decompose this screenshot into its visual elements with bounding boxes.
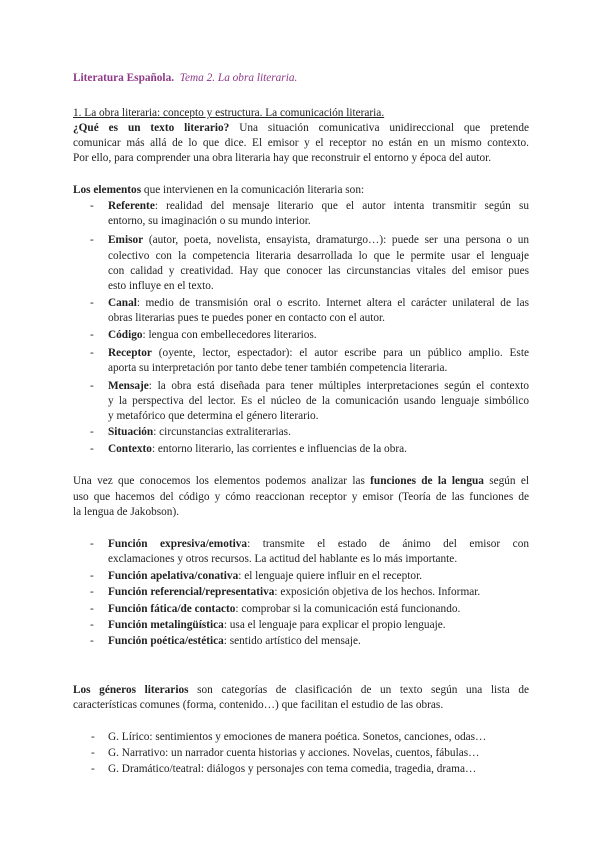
list-item: Mensaje: la obra está diseñada para tener múltiples interpretaciones según el contexto: [108, 380, 529, 392]
paragraph-line: Los géneros literarios son categorías de clasificación de un texto según una lista de: [73, 684, 529, 696]
list-item-cont: esto influye en el texto.: [108, 280, 214, 292]
list-item-cont: aporta su interpretación por tanto debe tener también competencia literaria.: [108, 362, 448, 374]
list-item: Referente: realidad del mensaje literario que el autor intenta transmitir según su: [108, 200, 529, 212]
bullet-dash: -: [91, 763, 95, 775]
bullet-dash: -: [90, 234, 94, 246]
bullet-dash: -: [90, 570, 94, 582]
question-text: ¿Qué es un texto literario?: [73, 122, 230, 134]
bullet-dash: -: [91, 747, 95, 759]
bullet-dash: -: [90, 426, 94, 438]
bullet-dash: -: [90, 635, 94, 647]
list-item: Función apelativa/conativa: el lenguaje quiere influir en el receptor.: [108, 570, 423, 582]
bullet-dash: -: [90, 380, 94, 392]
list-item-cont: colectivo con la competencia literaria desarrollada lo que le permite usar el lenguaje: [108, 250, 529, 262]
list-item: Canal: medio de transmisión oral o escrito. Internet altera el carácter unilateral de las: [108, 297, 529, 309]
list-item: Situación: circunstancias extraliterarias.: [108, 426, 291, 438]
list-item: Función expresiva/emotiva: transmite el estado de ánimo del emisor con: [108, 538, 529, 550]
bullet-dash: -: [90, 347, 94, 359]
list-item: Receptor (oyente, lector, espectador): el autor escribe para un público amplio. Este: [108, 347, 529, 359]
bullet-dash: -: [90, 297, 94, 309]
list-item: Función poética/estética: sentido artístico del mensaje.: [108, 635, 361, 647]
paragraph-line: ¿Qué es un texto literario? Una situación comunicativa unidireccional que pretende: [73, 122, 529, 134]
list-item: Función referencial/representativa: exposición objetiva de los hechos. Informar.: [108, 586, 481, 598]
list-item: Código: lengua con embellecedores literarios.: [108, 329, 317, 341]
bullet-dash: -: [90, 443, 94, 455]
list-item-cont: con calidad y creatividad. Hay que conocer las circunstancias vitales del emisor pues: [108, 265, 529, 277]
list-item: Emisor (autor, poeta, novelista, ensayista, dramaturgo…): puede ser una persona o un: [108, 234, 529, 246]
document-title: Literatura Española.: [73, 72, 175, 84]
bullet-dash: -: [91, 731, 95, 743]
list-item-cont: y metafórico que determina el género literario.: [108, 410, 319, 422]
section-heading-text: 1. La obra literaria: concepto y estructura. La comunicación literaria.: [73, 107, 385, 119]
list-item: G. Lírico: sentimientos y emociones de manera poética. Sonetos, canciones, odas…: [108, 731, 487, 743]
paragraph-line: comunicar más allá de lo que dice. El emisor y el receptor no están en un mismo contexto.: [73, 137, 529, 149]
elementos-intro: Los elementos que intervienen en la comunicación literaria son:: [73, 184, 365, 196]
paragraph-line: Una vez que conocemos los elementos podemos analizar las funciones de la lengua según el: [73, 475, 529, 487]
bullet-dash: -: [90, 603, 94, 615]
list-item: Función metalingüística: usa el lenguaje para explicar el propio lenguaje.: [108, 619, 446, 631]
bullet-dash: -: [90, 586, 94, 598]
list-item-cont: obras literarias pues te puedes poner en contacto con el autor.: [108, 312, 385, 324]
bullet-dash: -: [90, 538, 94, 550]
list-item-cont: exclamaciones y otros recursos. La actitud del hablante es lo más importante.: [108, 553, 458, 565]
list-item: G. Narrativo: un narrador cuenta historias y acciones. Novelas, cuentos, fábulas…: [108, 747, 480, 759]
bullet-dash: -: [90, 619, 94, 631]
document-header: [73, 71, 529, 86]
paragraph-line: la lengua de Jakobson).: [73, 506, 180, 518]
document-subtitle: Tema 2. La obra literaria.: [179, 72, 298, 84]
paragraph-line: uso que hacemos del código y cómo reaccionan receptor y emisor (Teoría de las funciones de: [73, 491, 529, 503]
bullet-dash: -: [90, 200, 94, 212]
paragraph-line: características comunes (forma, contenido…) que facilitan el estudio de las obras.: [73, 699, 444, 711]
bullet-dash: -: [90, 329, 94, 341]
list-item-cont: entorno, su imaginación o su mundo interior.: [108, 215, 311, 227]
list-item: Contexto: entorno literario, las corrientes e influencias de la obra.: [108, 443, 407, 455]
list-item-cont: y la perspectiva del lector. Es el núcleo de la comunicación usando lenguaje simbólico: [108, 395, 529, 407]
section-heading: [73, 106, 529, 121]
paragraph-line: Por ello, para comprender una obra literaria hay que reconstruir el entorno y época del autor.: [73, 152, 492, 164]
list-item: G. Dramático/teatral: diálogos y personajes con tema comedia, tragedia, drama…: [108, 763, 477, 775]
list-item: Función fática/de contacto: comprobar si la comunicación está funcionando.: [108, 603, 461, 615]
